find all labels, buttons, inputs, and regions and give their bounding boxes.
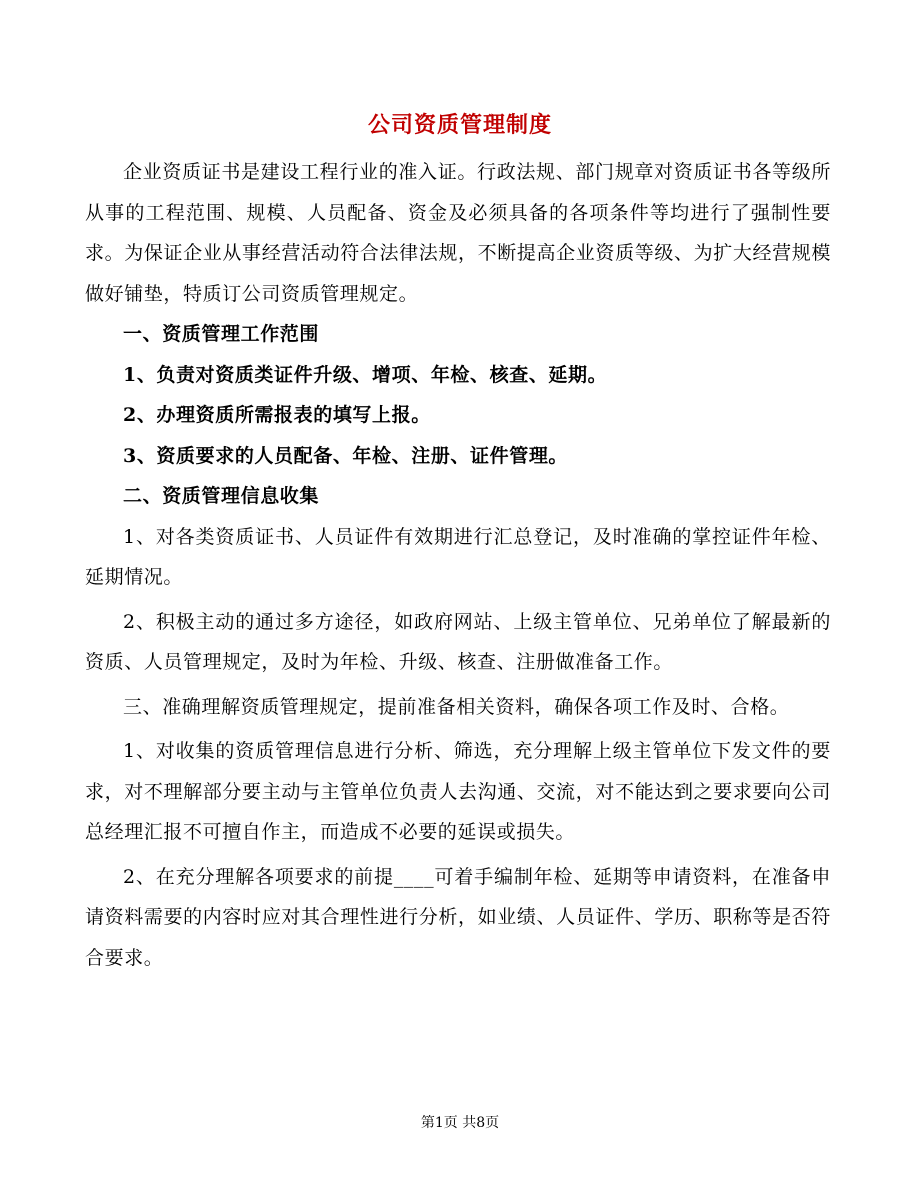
scope-item-1: 1、负责对资质类证件升级、增项、年检、核查、延期。 <box>123 363 608 386</box>
scope-item-2: 2、办理资质所需报表的填写上报。 <box>123 404 431 426</box>
page-indicator: 第1页 共8页 <box>420 1115 500 1131</box>
document-body <box>85 152 831 978</box>
understanding-item-2: 2、在充分理解各项要求的前提____可着手编制年检、延期等申请资料，在准备申请资料需要的内容时应对其合理性进行分析，如业绩、人员证件、学历、职称等是否符合要求。 <box>85 865 831 969</box>
section-heading-scope: 一、资质管理工作范围 <box>123 323 320 345</box>
scope-item-3: 3、资质要求的人员配备、年检、注册、证件管理。 <box>123 444 569 467</box>
document-title: 公司资质管理制度 <box>367 112 552 138</box>
info-item-1: 1、对各类资质证书、人员证件有效期进行汇总登记，及时准确的掌控证件年检、延期情况。 <box>85 525 831 588</box>
section-heading-info-collection: 二、资质管理信息收集 <box>123 485 320 507</box>
section-heading-understanding: 三、准确理解资质管理规定，提前准备相关资料，确保各项工作及时、合格。 <box>123 695 790 718</box>
understanding-item-1: 1、对收集的资质管理信息进行分析、筛选，充分理解上级主管单位下发文件的要求，对不理解部分要主动与主管单位负责人去沟通、交流，对不能达到之要求要向公司总经理汇报不可擅自作主，而造成不必要的延误或损失。 <box>85 740 831 843</box>
intro-paragraph: 企业资质证书是建设工程行业的准入证。行政法规、部门规章对资质证书各等级所从事的工程范围、规模、人员配备、资金及必须具备的各项条件等均进行了强制性要求。为保证企业从事经营活动符合法律法规，不断提高企业资质等级、为扩大经营规模做好铺垫，特质订公司资质管理规定。 <box>85 161 831 305</box>
info-item-2: 2、积极主动的通过多方途径，如政府网站、上级主管单位、兄弟单位了解最新的资质、人员管理规定，及时为年检、升级、核查、注册做准备工作。 <box>85 610 831 673</box>
